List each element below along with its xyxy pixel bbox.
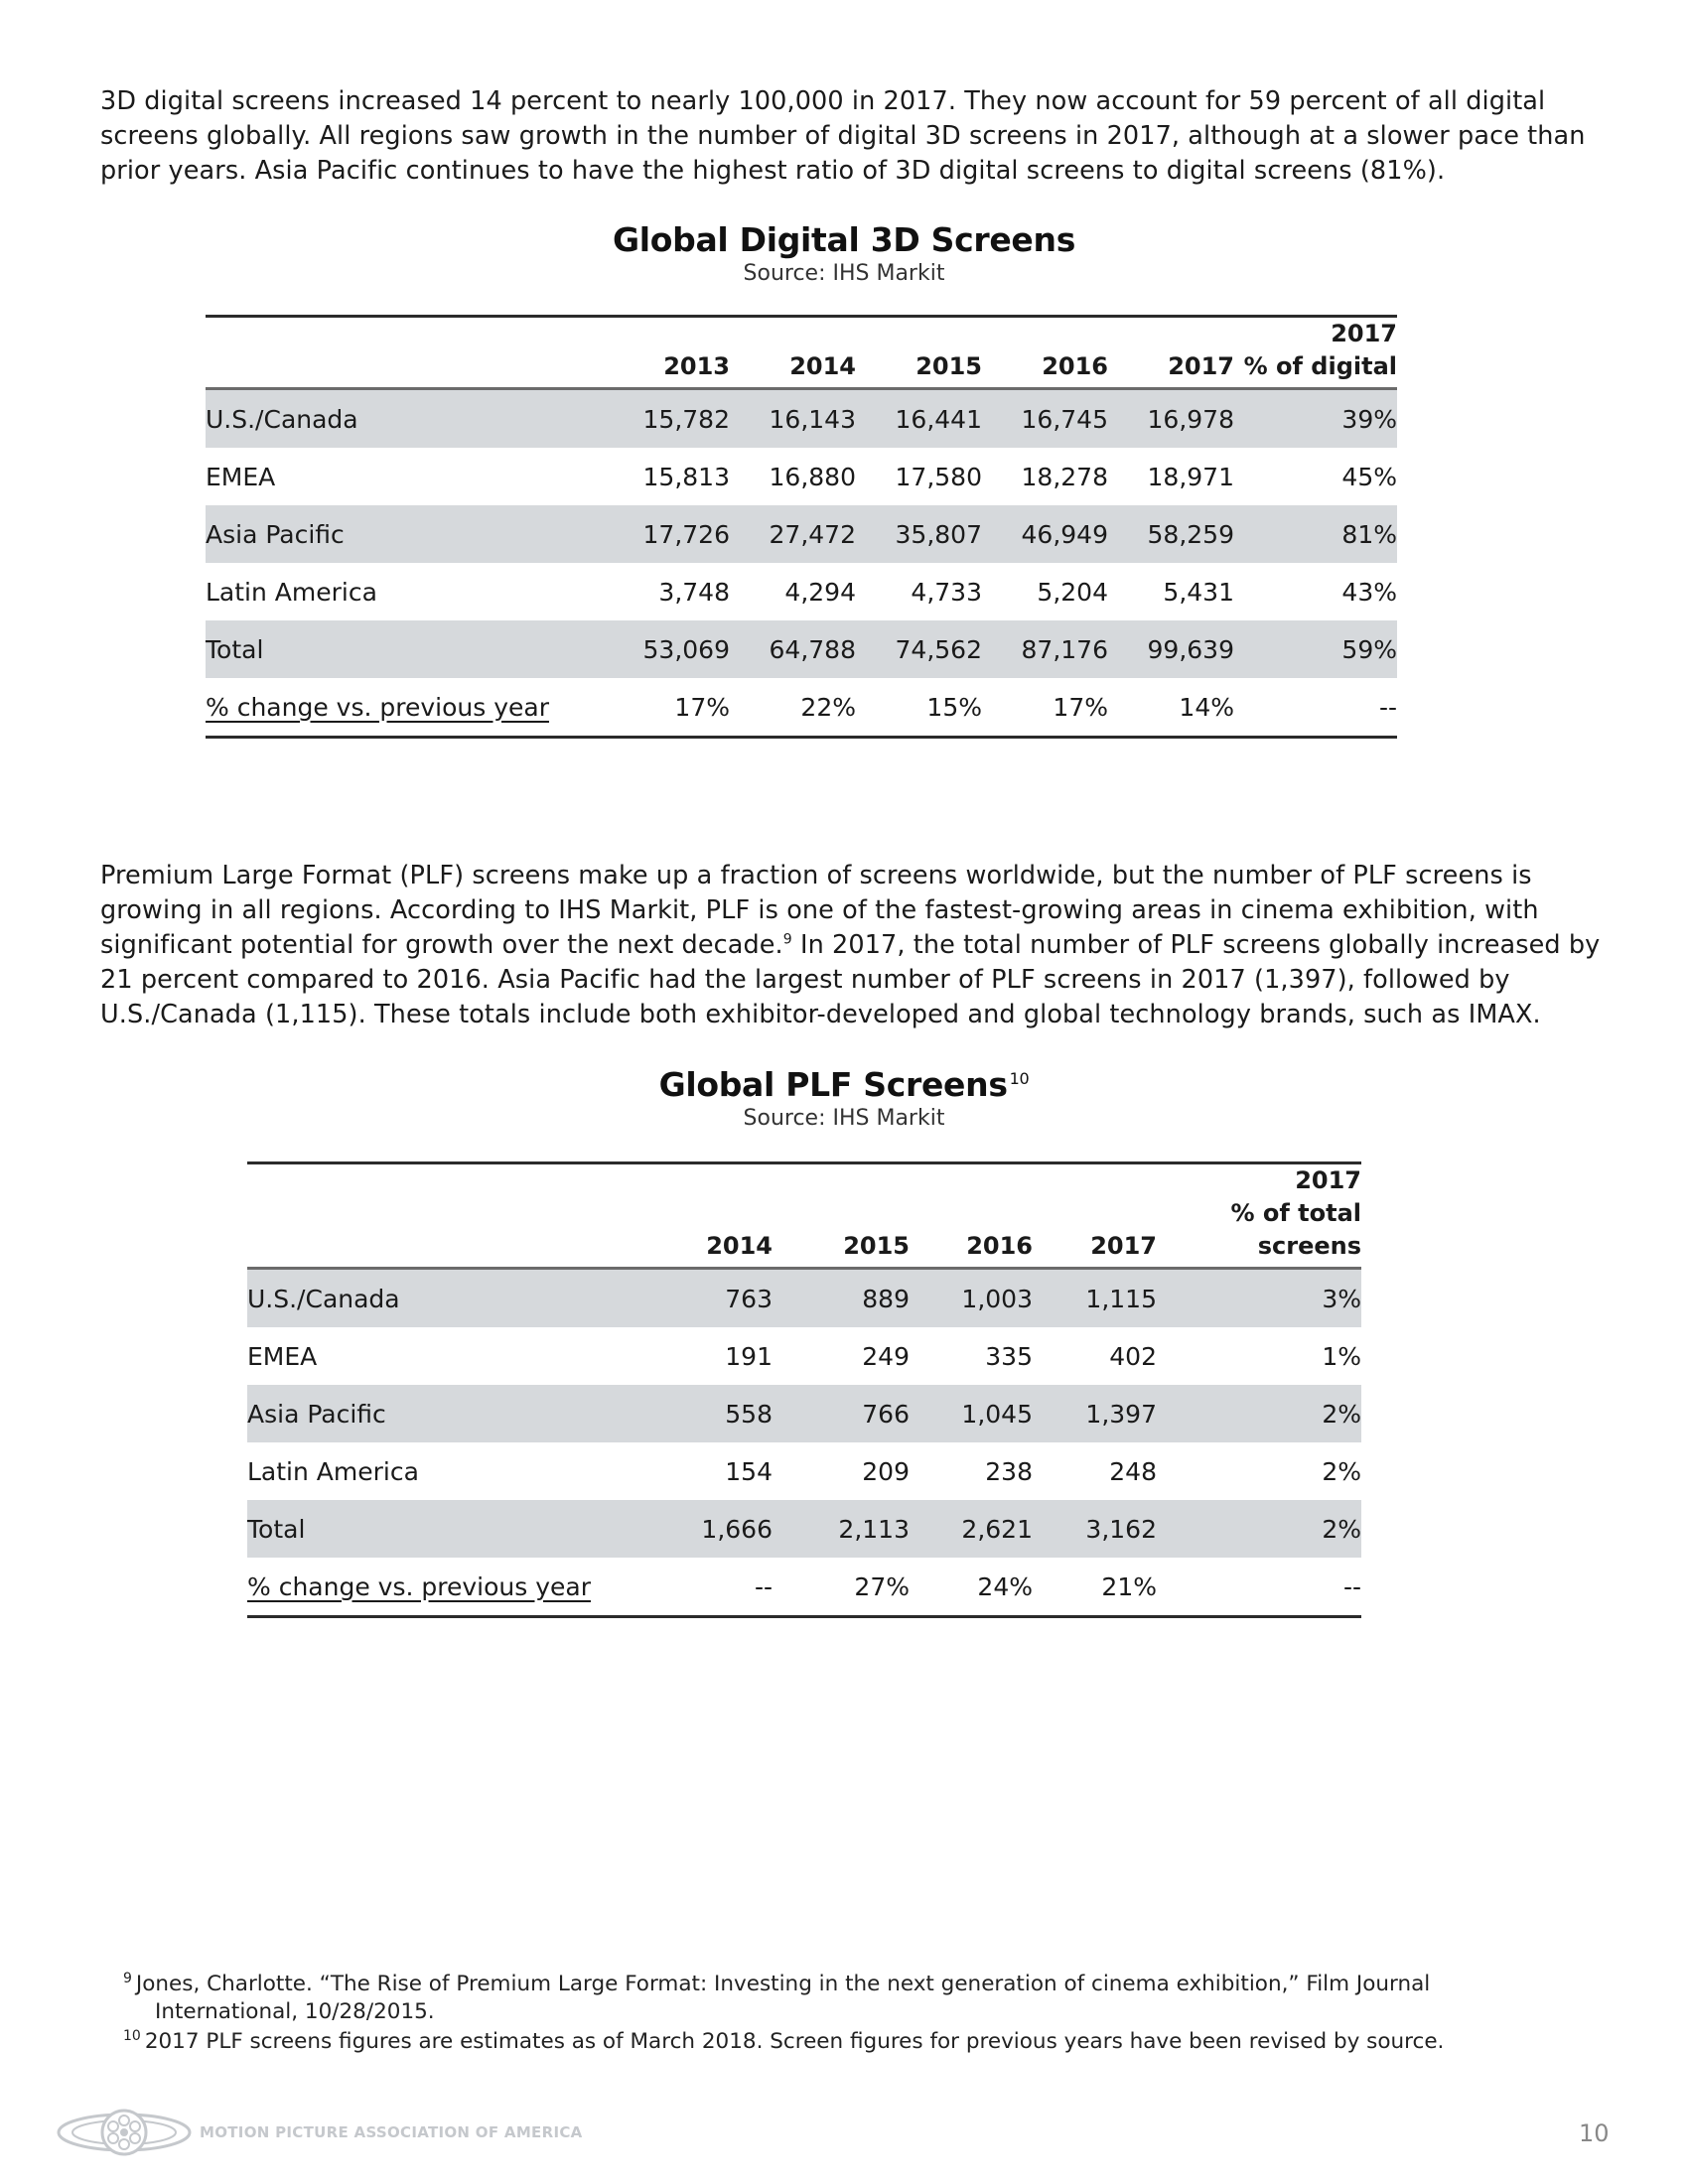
table-cell: 35,807: [856, 505, 982, 563]
table-cell: 58,259: [1108, 505, 1234, 563]
footnote-9: [123, 1971, 1533, 2026]
table-header-row: [247, 1163, 1361, 1269]
table-cell: 81%: [1234, 505, 1397, 563]
footnote-number: 10: [123, 2027, 141, 2044]
table-row: [206, 620, 1397, 678]
header-share: [1234, 317, 1397, 389]
table-cell: 17,580: [895, 462, 982, 491]
table2-title-wrap: [659, 1065, 1030, 1104]
header-year: 2016: [910, 1163, 1033, 1269]
footnote-10: [123, 2028, 1533, 2056]
table-cell: 558: [644, 1385, 773, 1442]
table-cell: 3%: [1157, 1269, 1361, 1328]
header-year: 2014: [730, 317, 856, 389]
footnote-text: Jones, Charlotte. “The Rise of Premium Large Format: Investing in the next generation of cinema exhibition,” Film Journal: [135, 1972, 1431, 1996]
table1-title-block: [0, 220, 1688, 286]
row-label-cell: [206, 563, 603, 620]
header-year: 2016: [982, 317, 1108, 389]
header-share-label: % of total: [1230, 1199, 1361, 1227]
table-cell: --: [1234, 678, 1397, 738]
header-year: 2014: [644, 1163, 773, 1269]
plf-text-a: Premium Large Format (PLF) screens make up a fraction of screens worldwide, but the number of PLF screens is growing in all regions. According to IHS Markit, PLF is one of the fastest-growing areas in cinema exhibition, with significant potential for growth over the next decade.: [100, 861, 1539, 960]
row-label: EMEA: [247, 1341, 318, 1371]
plf-paragraph: [100, 859, 1610, 1032]
header-year: 2017: [1108, 317, 1234, 389]
table-cell: 1,666: [644, 1500, 773, 1558]
table-cell: 17%: [603, 678, 730, 738]
row-label-cell: [247, 1558, 644, 1617]
header-share: [1157, 1163, 1361, 1269]
row-label: Latin America: [247, 1456, 419, 1486]
table-cell: 18,278: [1021, 462, 1108, 491]
header-share-year: 2017: [1331, 320, 1397, 347]
table-cell: 1%: [1322, 1341, 1361, 1371]
table-row: [247, 1269, 1361, 1328]
table2-title-block: [0, 1065, 1688, 1131]
row-label: Asia Pacific: [206, 519, 345, 549]
table-cell: 5,431: [1163, 577, 1234, 607]
table-cell: --: [1157, 1558, 1361, 1617]
mpaa-logo: [55, 2105, 583, 2160]
header-share-year: 2017: [1295, 1166, 1361, 1194]
row-label-cell: [206, 678, 603, 738]
row-label: % change vs. previous year: [247, 1571, 591, 1601]
intro-text: 3D digital screens increased 14 percent to nearly 100,000 in 2017. They now account for 59 percent of all digital screens globally. All regions saw growth in the number of digital 3D screens in 2017, although at a slower pace than prior years. Asia Pacific continues to have the highest ratio of 3D digital screens to digital screens (81%).: [100, 86, 1586, 186]
table-cell: 2,113: [773, 1500, 910, 1558]
table-cell: 14%: [1108, 678, 1234, 738]
row-label-cell: [247, 1385, 644, 1442]
table1-source: Source: IHS Markit: [743, 261, 945, 286]
table-cell: 21%: [1033, 1558, 1157, 1617]
table-cell: 2,621: [910, 1500, 1033, 1558]
page-number: 10: [1579, 2119, 1610, 2147]
row-label-cell: [247, 1442, 644, 1500]
row-label: Total: [247, 1514, 306, 1544]
header-label-cell: [206, 317, 603, 389]
row-label: Latin America: [206, 577, 377, 607]
table1-title: Global Digital 3D Screens: [612, 220, 1076, 259]
table-cell: 22%: [730, 678, 856, 738]
table-cell: 402: [1109, 1341, 1157, 1371]
table-cell: --: [644, 1558, 773, 1617]
mpaa-film-reel-icon: [55, 2107, 194, 2158]
intro-paragraph: [100, 84, 1610, 189]
header-label-cell: [247, 1163, 644, 1269]
table-cell: 191: [725, 1341, 773, 1371]
footnote-number: 9: [123, 1970, 132, 1986]
plf-screens-table: [247, 1161, 1361, 1618]
table-row: [206, 389, 1397, 449]
table-cell: 154: [725, 1456, 773, 1486]
table-cell: 248: [1109, 1456, 1157, 1486]
header-year: 2015: [856, 317, 982, 389]
table-cell: 1,003: [910, 1269, 1033, 1328]
table-cell: 16,441: [856, 389, 982, 449]
table-cell: 15,813: [642, 462, 730, 491]
table-cell: 27,472: [730, 505, 856, 563]
table-row: [247, 1558, 1361, 1617]
plf-text: [100, 859, 1610, 1032]
row-label-cell: [247, 1500, 644, 1558]
table-cell: 766: [773, 1385, 910, 1442]
table-cell: 16,880: [769, 462, 856, 491]
header-share-label-2: screens: [1257, 1232, 1361, 1260]
table-cell: 16,745: [982, 389, 1108, 449]
table-cell: 1,115: [1033, 1269, 1157, 1328]
row-label: Total: [206, 634, 264, 664]
table-cell: 16,978: [1108, 389, 1234, 449]
table-cell: 16,143: [730, 389, 856, 449]
table-row: [247, 1500, 1361, 1558]
table-cell: 59%: [1234, 620, 1397, 678]
table-cell: 2%: [1157, 1500, 1361, 1558]
table-cell: 249: [862, 1341, 910, 1371]
row-label: U.S./Canada: [247, 1284, 400, 1313]
table-cell: 2%: [1322, 1456, 1361, 1486]
header-year: 2013: [603, 317, 730, 389]
table-row: [206, 505, 1397, 563]
table-cell: 45%: [1341, 462, 1397, 491]
table-cell: 209: [862, 1456, 910, 1486]
table-cell: 889: [773, 1269, 910, 1328]
footnotes: [123, 1971, 1533, 2056]
table-cell: 3,748: [658, 577, 730, 607]
table-cell: 17%: [982, 678, 1108, 738]
table-cell: 2%: [1157, 1385, 1361, 1442]
table-cell: 18,971: [1147, 462, 1234, 491]
table-cell: 43%: [1341, 577, 1397, 607]
header-year: 2017: [1033, 1163, 1157, 1269]
digital-3d-screens-table: [206, 315, 1397, 739]
table-cell: 3,162: [1033, 1500, 1157, 1558]
table-cell: 27%: [773, 1558, 910, 1617]
table-cell: 39%: [1234, 389, 1397, 449]
table-cell: 1,045: [910, 1385, 1033, 1442]
footnote-text-cont: International, 10/28/2015.: [155, 1999, 435, 2024]
row-label-cell: [247, 1327, 644, 1385]
table-cell: 74,562: [856, 620, 982, 678]
table-cell: 4,294: [784, 577, 856, 607]
footnote-ref-10: 10: [1009, 1069, 1030, 1088]
table-row: [206, 448, 1397, 505]
table-cell: 64,788: [730, 620, 856, 678]
row-label-cell: [206, 389, 603, 449]
table-cell: 87,176: [982, 620, 1108, 678]
table2-source: Source: IHS Markit: [743, 1106, 945, 1131]
row-label: U.S./Canada: [206, 404, 358, 434]
table2-title: Global PLF Screens: [658, 1065, 1008, 1104]
table-row: [206, 678, 1397, 738]
table-row: [206, 563, 1397, 620]
row-label: EMEA: [206, 462, 276, 491]
table-cell: 53,069: [603, 620, 730, 678]
row-label-cell: [206, 505, 603, 563]
row-label: % change vs. previous year: [206, 692, 549, 722]
footnote-ref-9: 9: [782, 931, 792, 948]
table-cell: 335: [985, 1341, 1033, 1371]
table-cell: 238: [985, 1456, 1033, 1486]
table-cell: 763: [644, 1269, 773, 1328]
table-header-row: [206, 317, 1397, 389]
table-cell: 46,949: [982, 505, 1108, 563]
row-label: Asia Pacific: [247, 1399, 386, 1429]
table-cell: 17,726: [603, 505, 730, 563]
table-cell: 4,733: [911, 577, 982, 607]
table-row: [247, 1385, 1361, 1442]
plf-text-b: In 2017, the total number of PLF screens globally increased by 21 percent compared to 2016. Asia Pacific had the largest number of PLF screens in 2017 (1,397), followed by U.S./Canada (1,115). These totals include both exhibitor-developed and global technology brands, such as IMAX.: [100, 930, 1601, 1029]
table-cell: 99,639: [1108, 620, 1234, 678]
table-cell: 1,397: [1033, 1385, 1157, 1442]
table-cell: 24%: [910, 1558, 1033, 1617]
table-cell: 5,204: [1037, 577, 1108, 607]
footnote-text: 2017 PLF screens figures are estimates as of March 2018. Screen figures for previous years have been revised by source.: [144, 2029, 1445, 2054]
table-row: [247, 1327, 1361, 1385]
table-cell: 15%: [856, 678, 982, 738]
logo-text: MOTION PICTURE ASSOCIATION OF AMERICA: [200, 2123, 583, 2141]
table-row: [247, 1442, 1361, 1500]
row-label-cell: [247, 1269, 644, 1328]
row-label-cell: [206, 448, 603, 505]
header-year: 2015: [773, 1163, 910, 1269]
table-cell: 15,782: [603, 389, 730, 449]
row-label-cell: [206, 620, 603, 678]
header-share-label: % of digital: [1243, 352, 1397, 380]
